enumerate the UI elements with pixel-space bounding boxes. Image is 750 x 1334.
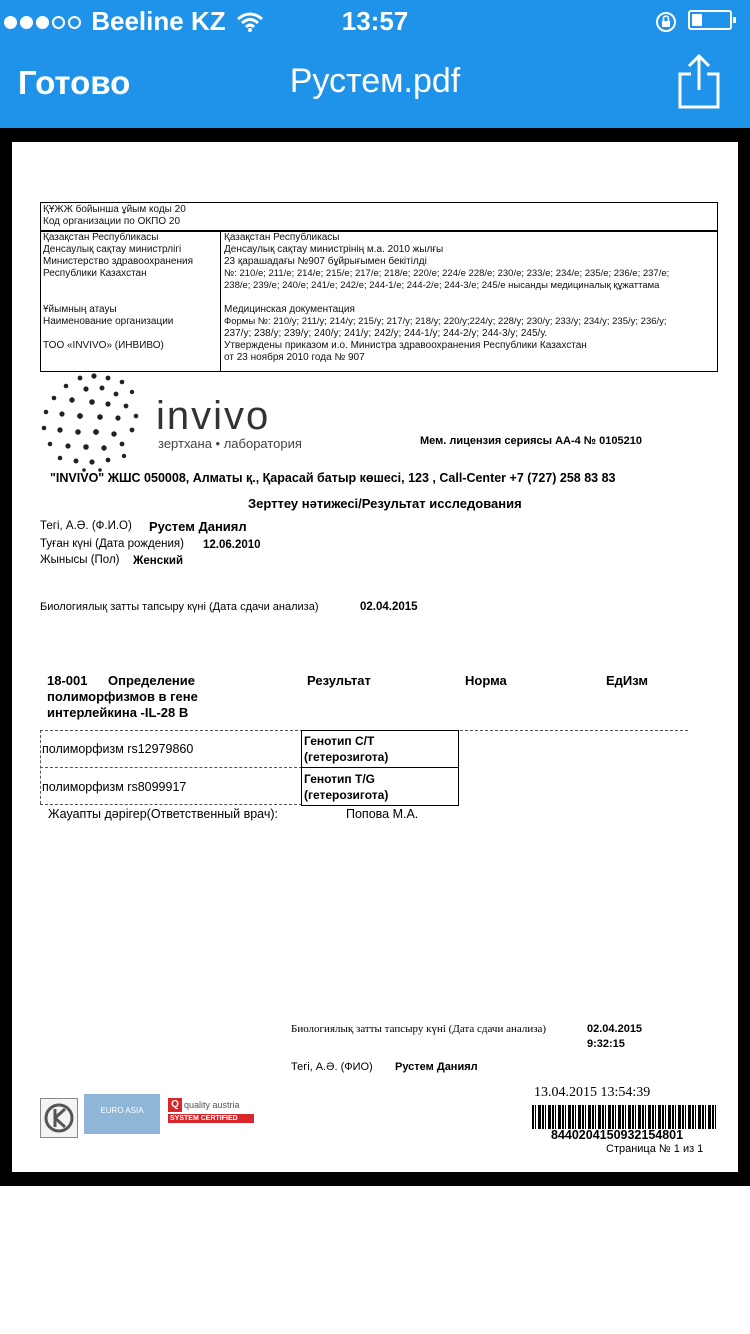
test-name-3: интерлейкина -IL-28 В: [47, 705, 189, 720]
table-row-2-result: Генотип T/G: [304, 772, 375, 786]
rotation-lock-icon: [654, 10, 678, 34]
lab-address: "INVIVO" ЖШС 050008, Алматы қ., Қарасай батыр көшесі, 123 , Call-Center +7 (727) 258 83 83: [50, 471, 616, 485]
print-timestamp: 13.04.2015 13:54:39: [534, 1085, 651, 1100]
test-name-2: полиморфизмов в гене: [47, 689, 198, 704]
org-right-3: 237/у; 238/у; 239/у; 240/у; 241/у; 242/у; 244-1/у; 244-2/у; 244-3/у; 245/у.: [224, 328, 548, 339]
quality-austria-icon: Q: [168, 1098, 182, 1112]
footer-sample-time: 9:32:15: [587, 1038, 625, 1050]
barcode-number: 8440204150932154801: [551, 1128, 684, 1142]
table-row-1-result-2: (гетерозигота): [304, 750, 389, 764]
barcode: [532, 1105, 716, 1129]
test-code: 18-001: [47, 673, 88, 688]
table-bottom-border: [40, 804, 302, 805]
okpo-kz: ҚҰЖЖ бойынша ұйым коды 20: [43, 204, 186, 215]
invivo-logo-dots-icon: [40, 372, 144, 472]
ministry-right-5: 238/е; 239/е; 240/е; 241/е; 242/е; 244-1/е; 244-2/е; 244-3/е; 245/е нысанды медициналық құжаттама: [224, 280, 660, 291]
kz-standard-icon: [41, 1099, 77, 1137]
org-right-4: Утверждены приказом и.о. Министра здравоохранения Республики Казахстан: [224, 340, 587, 351]
carrier-name: Beeline KZ: [91, 6, 226, 36]
done-button[interactable]: Готово: [18, 64, 131, 101]
ministry-right-1: Қазақстан Республикасы: [224, 232, 340, 243]
battery-icon: [688, 10, 732, 30]
org-right-5: от 23 ноября 2010 года № 907: [224, 352, 365, 363]
euro-asia-label: EURO ASIA: [100, 1106, 144, 1115]
test-name-1: Определение: [108, 673, 196, 688]
pdf-page: [12, 142, 738, 1172]
result-box-divider: [301, 767, 458, 768]
footer-sample-date: 02.04.2015: [587, 1023, 643, 1035]
patient-name: Рустем Даниял: [149, 519, 247, 534]
footer-name: Рустем Даниял: [395, 1061, 478, 1073]
doctor-label: Жауапты дәрігер(Ответственный врач):: [48, 807, 278, 821]
doctor-name: Попова М.А.: [346, 807, 419, 821]
table-row-1-result: Генотип C/T: [304, 734, 375, 748]
sex-label: Жынысы (Пол): [40, 554, 120, 566]
column-norm: Норма: [465, 673, 507, 688]
footer-name-label: Тегі, А.Ә. (ФИО): [291, 1061, 373, 1073]
dob-label: Туған күні (Дата рождения): [40, 538, 184, 550]
org-left-4: ТОО «INVIVO» (ИНВИВО): [43, 340, 164, 351]
table-row-divider: [40, 767, 302, 768]
sample-date: 02.04.2015: [360, 601, 418, 613]
column-result: Результат: [307, 673, 371, 688]
status-time: 13:57: [341, 6, 409, 36]
ministry-right-3: 23 қарашадағы №907 бұйрығымен бекітілді: [224, 256, 427, 267]
document-title: Рустем.pdf: [289, 62, 461, 100]
sample-date-label: Биологиялық затты тапсыру күні (Дата сдачи анализа): [40, 601, 319, 613]
org-left-1: Ұйымның атауы: [43, 304, 117, 315]
ministry-left-2: Денсаулық сақтау министрлігі: [43, 244, 182, 255]
table-row-2-name: полиморфизм rs8099917: [42, 780, 187, 794]
kz-standard-logo: [40, 1098, 78, 1138]
ministry-right-4: №: 210/е; 211/е; 214/е; 215/е; 217/е; 218/е; 220/е; 224/е 228/е; 230/е; 233/е; 234/е; 235/е; 236/е; 237/е;: [224, 268, 670, 279]
system-certified-label: SYSTEM CERTIFIED: [168, 1114, 254, 1123]
dob: 12.06.2010: [203, 539, 261, 551]
ministry-left-4: Республики Казахстан: [43, 268, 147, 279]
footer-sample-label: Биологиялық затты тапсыру күні (Дата сдачи анализа): [291, 1023, 547, 1035]
euro-asia-cert-logo: [84, 1094, 160, 1134]
quality-austria-label: quality austria: [184, 1100, 240, 1110]
column-unit: ЕдИзм: [606, 673, 649, 688]
ministry-right-2: Денсаулық сақтау министрінің м.а. 2010 жылғы: [224, 244, 444, 255]
logo-wordmark: invivo: [156, 394, 271, 438]
page-indicator: Страница № 1 из 1: [606, 1143, 704, 1155]
table-row-2-result-2: (гетерозигота): [304, 788, 389, 802]
sex: Женский: [133, 555, 184, 567]
org-right-2: Формы №: 210/у; 211/у; 214/у; 215/у; 217/у; 218/у; 220/у;224/у; 228/у; 230/у; 233/у; 234/у; 235/у; 236/у;: [224, 316, 667, 327]
pdf-viewer[interactable]: [0, 128, 750, 1186]
patient-name-label: Тегі, А.Ә. (Ф.И.О): [40, 520, 132, 532]
share-icon[interactable]: [677, 54, 721, 110]
navigation-bar: [0, 0, 750, 128]
result-heading: Зерттеу нәтижесі/Результат исследования: [248, 496, 522, 511]
ministry-left-1: Қазақстан Республикасы: [43, 232, 159, 243]
org-left-2: Наименование организации: [43, 316, 174, 327]
license: Мем. лицензия сериясы АА-4 № 0105210: [420, 435, 642, 447]
org-right-1: Медицинская документация: [224, 304, 355, 315]
box-divider: [220, 230, 221, 372]
table-row-1-name: полиморфизм rs12979860: [42, 742, 194, 756]
ministry-left-3: Министерство здравоохранения: [43, 256, 193, 267]
logo-subtitle: зертхана • лаборатория: [158, 436, 302, 451]
quality-austria-logo: [168, 1098, 254, 1140]
okpo-ru: Код организации по ОКПО 20: [43, 216, 181, 227]
